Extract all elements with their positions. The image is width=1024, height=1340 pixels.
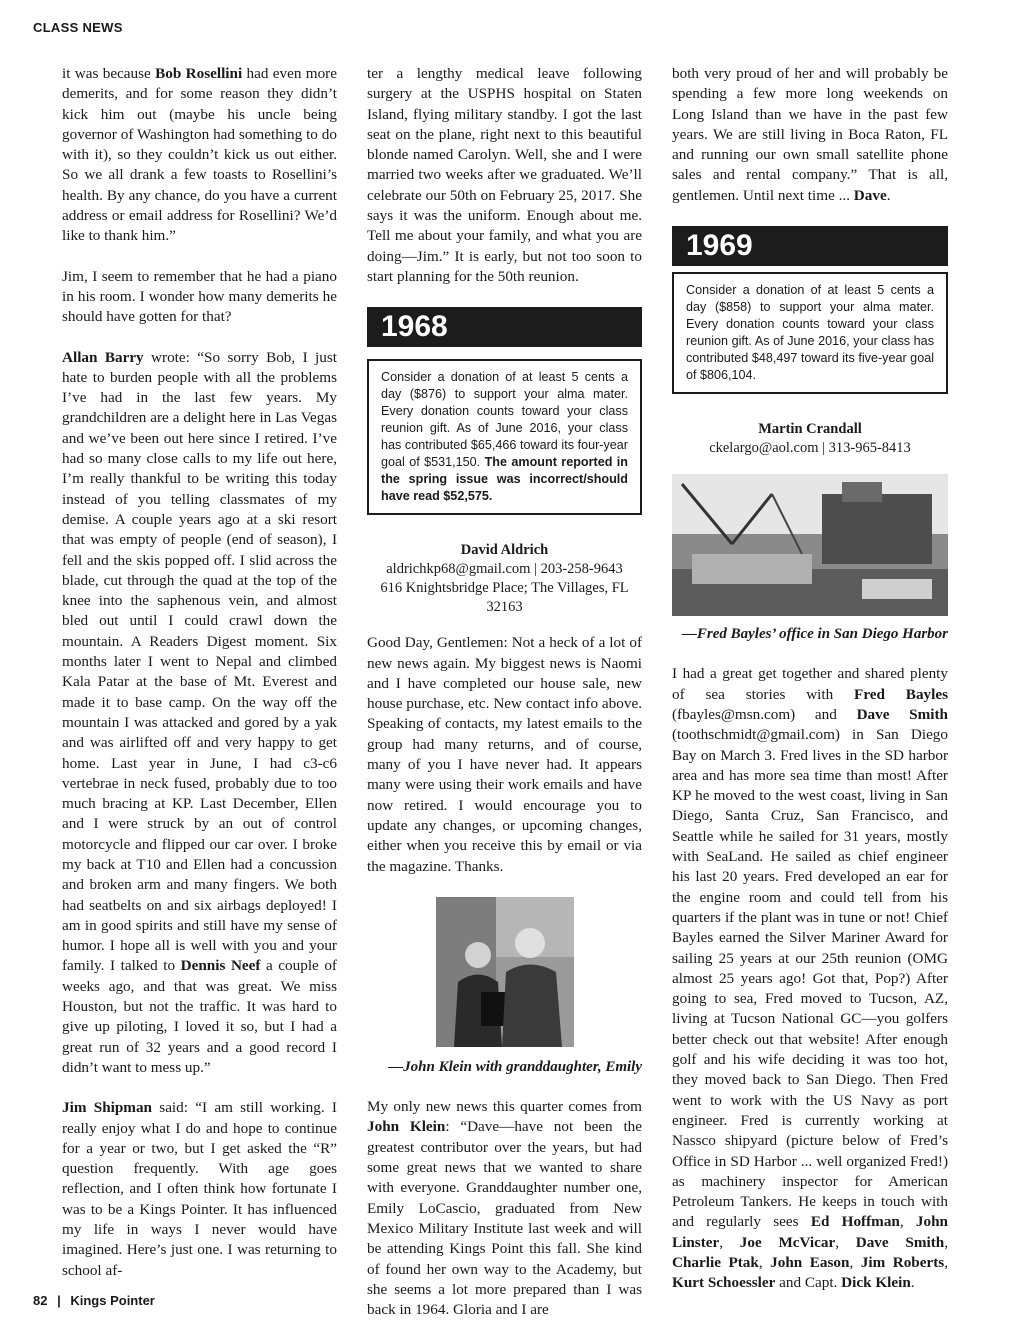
class-correspondent-1968	[367, 541, 642, 617]
paragraph: it was because Bob Rosellini had even more demerits, and for some reason they didn’t kick him out (maybe his uncle being governor of Washington had something to do with it), so they couldn’t kick us out either. So we all drank a few toasts to Rosellini’s health. By any chance, do you have a current address or email address for Rosellini? We’d like to thank him.”	[62, 65, 337, 245]
year-banner-1968: 1968	[367, 307, 642, 347]
donation-box-1968: Consider a donation of at least 5 cents a day ($876) to support your alma mater. Every donation counts toward your class reunion gift. As of June 2016, your class has contributed $65,466 toward its four-year goal of $531,150. The amount reported in the spring issue was incorrect/should have read $52,575.	[367, 359, 642, 515]
paragraph: My only new news this quarter comes from John Klein: “Dave—have not been the greatest contributor over the years, but had some great news that we wanted to share with everyone. Granddaughter number one, Emily LoCascio, graduated from New Mexico Military Institute last week and will be attending Kings Point this fall. She kind of found her own way to the Academy, but she seems a lot more prepared than I was back in 1964. Gloria and I are	[367, 1098, 642, 1319]
column-3	[672, 64, 948, 1314]
page-footer	[33, 1293, 155, 1308]
paragraph: Good Day, Gentlemen: Not a heck of a lot of new news again. My biggest news is Naomi and I have completed our house sale, new house purchase, etc. New contact info above. Speaking of contacts, my latest emails to the group had many returns, and of course, many of you I have never had. It appears many were using their work emails and have now retired. I would encourage you to update any changes, or upcoming changes, either when you receive this by email or via the magazine. Thanks.	[367, 634, 642, 875]
column-1	[62, 64, 337, 1301]
footer-separator: |	[57, 1293, 61, 1308]
photo-san-diego-harbor	[672, 474, 948, 616]
year-banner-1969: 1969	[672, 226, 948, 266]
paragraph: ter a lengthy medical leave following surgery at the USPHS hospital on Staten Island, flying military standby. I got the last seat on the plane, right next to this beautiful blonde named Carolyn. Well, she and I were married two weeks after we graduated. We’ll celebrate our 50th on February 25, 2017. She says it was the uniform. Enough about me. Tell me about your family, and what you are doing—Jim.” It is early, but not too soon to start planning for the 50th reunion.	[367, 65, 642, 285]
photo-illustration	[436, 897, 574, 1047]
correspondent-address: 616 Knightsbridge Place; The Villages, FL 32163	[380, 580, 629, 616]
paragraph: Allan Barry wrote: “So sorry Bob, I just hate to burden people with all the problems I’ve had in the last few years. My grandchildren are a delight here in Las Vegas and we’ve been out here since I retired. I’ve had so many close calls to my life out here, I’m really thankful to be writing this today instead of you telling classmates of my demise. A couple years ago at a ski resort that was empty of people (end of season), I fell and the skis popped off. I slid across the blade, cut through the quad at the top of the knee into the saphenous vein, and almost bled out until I could crawl down the mountain. A Readers Digest moment. Six months later I went to Nepal and climbed Kala Patar at the base of Mt. Everest and made it to base camp. On the way off the mountain I was attacked and gored by a yak and was airlifted off and very happy to get home. Last year in June, I had c3-c6 vertebrae in neck fused, probably due to too much bracing at KP. Last December, Ellen and I were struck by an out of control motorcycle and flipped our car over. I broke my back at T10 and Ellen had a concussion and broken arm and many fingers. We both had seatbelts on and six airbags deployed! I am in good spirits and still have my sense of humor. I hope all is well with you and your family. I talked to Dennis Neef a couple of weeks ago, and that was great. We miss Houston, but not the traffic. It was hard to give up piloting, I loved it so, but I had a great run of 32 years and a good record I didn’t want to mess up.”	[62, 348, 337, 1076]
paragraph: Jim Shipman said: “I am still working. I really enjoy what I do and hope to continue for a year or two, but I get asked the “R” question frequently. With age goes reflection, and I often think how fortunate I was to be a Kings Pointer. It has influenced my life in ways I never would have imagined. Here’s just one. I was returning to school af-	[62, 1099, 337, 1279]
photo-caption: —John Klein with granddaughter, Emily	[388, 1058, 642, 1075]
photo-john-klein-emily	[436, 897, 574, 1047]
paragraph: both very proud of her and will probably be spending a few more long weekends on Long Island than we have in the past few years. We are still living in Boca Raton, FL and running our own small satellite phone sales and rental company.” That is all, gentlemen. Until next time ... Dave.	[672, 65, 948, 204]
page-number: 82	[33, 1293, 48, 1308]
photo-illustration	[672, 474, 948, 616]
correspondent-name: Martin Crandall	[758, 421, 862, 438]
paragraph: I had a great get together and shared plenty of sea stories with Fred Bayles (fbayles@msn.com) and Dave Smith (toothschmidt@gmail.com) in San Diego Bay on March 3. Fred lives in the SD harbor area and has more sea time than most! After KP he moved to the west coast, living in San Diego, Santa Cruz, San Francisco, and Seattle while he sailed for 31 years, mostly with SeaLand. He sailed as chief engineer his last 20 years. Fred developed an ear for the engine room and could tell from his quarters if the plant was in tune or not! Chief Bayles earned the Silver Mariner Award for sailing 25 years at our 25th reunion (OMG almost 25 years ago! Got that, Pop?) After going to sea, Fred moved to Tucson, AZ, living at Tucson National GC—you golfers better check out that website! After enough golf and his wife deciding it was too hot, they moved back to San Diego. Then Fred went to work with the US Navy as port engineer. Fred is currently working at Nassco shipyard (picture below of Fred’s Office in SD Harbor ... well organized Fred!) as machinery inspector for American Petroleum Tankers. He keeps in touch with and regularly sees Ed Hoffman, John Linster, Joe McVicar, Dave Smith, Charlie Ptak, John Eason, Jim Roberts, Kurt Schoessler and Capt. Dick Klein.	[672, 665, 949, 1292]
donation-box-1969: Consider a donation of at least 5 cents a day ($858) to support your alma mater. Every donation counts toward your class reunion gift. As of June 2016, your class has contributed $48,497 toward its five-year goal of $806,104.	[672, 272, 948, 394]
correspondent-contact: aldrichkp68@gmail.com | 203-258-9643	[386, 561, 623, 578]
section-header: CLASS NEWS	[33, 20, 123, 35]
publication-name: Kings Pointer	[70, 1293, 155, 1308]
correspondent-contact: ckelargo@aol.com | 313-965-8413	[709, 440, 911, 457]
paragraph: Jim, I seem to remember that he had a piano in his room. I wonder how many demerits he should have gotten for that?	[62, 267, 337, 326]
column-2	[367, 64, 642, 1340]
correspondent-name: David Aldrich	[460, 542, 549, 559]
class-correspondent-1969	[672, 420, 948, 458]
photo-caption: —Fred Bayles’ office in San Diego Harbor	[681, 626, 948, 643]
